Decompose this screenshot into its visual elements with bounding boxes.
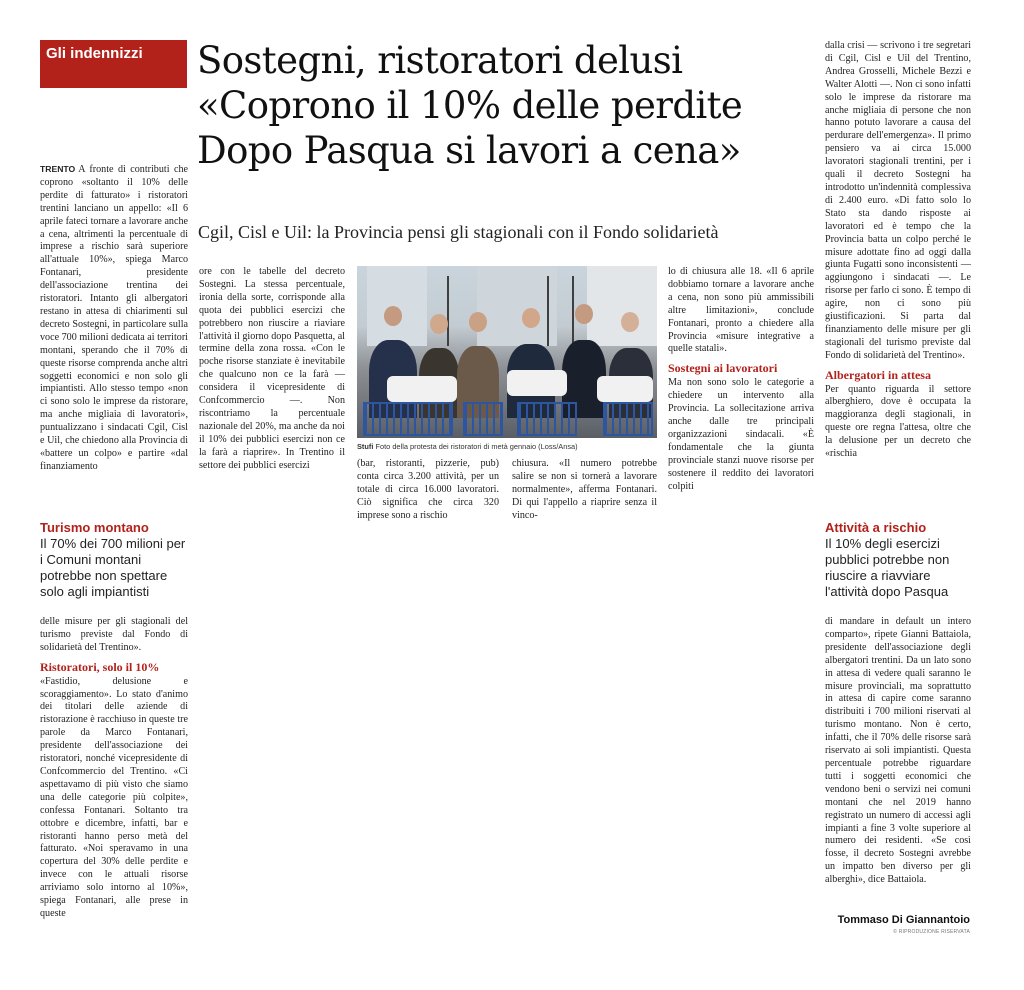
section-head-ristoratori: Ristoratori, solo il 10% [40, 659, 160, 674]
article-col3-text: (bar, ristoranti, pizzerie, pub) conta circa 3.200 attività, per un totale di circa 16.000 lavoratori. Ciò significa che circa 320 imprese sono a rischio [357, 458, 499, 521]
info-box-turismo-title: Turismo montano [40, 520, 149, 535]
article-col6b-text: Per quanto riguarda il settore alberghiero, dove è occupata la maggioranza degli stagionali, in queste ore regna l'attesa, oltre che la delusione per un decreto che «rischia [825, 383, 971, 460]
article-col1-text: A fronte di contributi che coprono «soltanto il 10% delle perdite di fatturato» i ristoratori trentini lanciano un appello: «Il 6 aprile fateci tornare a lavorare anche a cena, altrimenti la percentuale di imprese a rischio sarà superiore all'attuale 10%», spiega Marco Fontanari, presidente dell'associazione trentina dei ristoratori. Intanto gli albergatori restano in attesa di chiarimenti sul decreto Sostegni, in particolare sulla voce 700 milioni dedicata ai territori montani, sperando che il 70% di queste risorse comprenda anche altri soggetti economici e non solo gli impiantisti. Allo stesso tempo «non ci sono solo le imprese da ristorare, ma anche migliaia di lavoratori», puntualizzano i sindacati Cgil, Cisl e Uil, che chiedono alla Provincia di «battere un colpo» e partire «dal finanziamento [40, 164, 188, 472]
caption-text: Foto della protesta dei ristoratori di metà gennaio (Loss/Ansa) [375, 442, 578, 451]
section-kicker [40, 40, 187, 88]
article-column-1 [40, 163, 188, 496]
section-head-albergatori: Albergatori in attesa [825, 367, 931, 382]
article-col5-text: lo di chiusura alle 18. «Il 6 aprile dobbiamo tornare a lavorare anche a cena, non sono più ammissibili altre limitazioni», conclude Fontanari, pronto a chiedere alla Provincia «misure integrative a quelle statali». [668, 266, 814, 355]
headline [197, 38, 812, 173]
info-box-attivita [825, 520, 971, 600]
article-col4-text: chiusura. «Il numero potrebbe salire se non si tornerà a lavorare normalmente», afferma Fontanari. Di qui l'appello a riaprire senza il vinco- [512, 458, 657, 521]
article-column-2 [199, 266, 345, 496]
article-column-1-continued [40, 616, 188, 938]
info-box-attivita-body: Il 10% degli esercizi pubblici potrebbe non riuscire a riavviare l'attività dopo Pasqua [825, 536, 950, 599]
dateline-city: TRENTO [40, 164, 76, 174]
byline: Tommaso Di Giannantoio [837, 914, 970, 926]
article-column-6 [825, 40, 971, 496]
article-col6-cont-text: di mandare in default un intero comparto», ripete Gianni Battaiola, presidente dell'associazione degli albergatori trentini. Da un lato sono in attesa di vedere quali saranno le misure provinciali, ma soprattutto in attesa di capire come saranno distribuiti i 700 milioni riservati al turismo montano. Non è certo, infatti, che il 70% delle risorse sarà riservato ai soli impiantisti. Questa percentuale potrebbe riguardare tutti i soggetti economici che vendono beni o servizi nei comuni montani che nel 2019 hanno registrato un numero di accessi agli impianti a fine 3 volte superiore al numero dei residenti. «Se così fosse, il decreto Sostegni avrebbe un impatto ben diverso per gli alberghi», dice Battaiola. [825, 616, 971, 886]
copyright-notice: © RIPRODUZIONE RISERVATA [893, 929, 970, 935]
article-col5b-text: Ma non sono solo le categorie a chiedere un intervento alla Provincia. La sollecitazione arriva anche dalle tre principali organizzazioni sindacali. «È fondamentale che la giunta provinciale stanzi nuove risorse per sostenere il reddito dei lavoratori colpiti [668, 377, 814, 492]
caption-lead: Stufi [357, 442, 374, 451]
info-box-turismo-body: Il 70% dei 700 milioni per i Comuni montani potrebbe non spettare solo agli impiantisti [40, 536, 186, 599]
article-column-4 [512, 458, 657, 521]
article-column-5 [668, 266, 814, 496]
photo-caption [357, 442, 657, 451]
article-col6-text: dalla crisi — scrivono i tre segretari di Cgil, Cisl e Uil del Trentino, Andrea Grosselli, Michele Bezzi e Walter Alotti —. Non ci sono infatti solo le imprese da ristorare ma anche migliaia di persone che non hanno potuto lavorare a causa del perdurare dell'emergenza». Il primo pensiero va ai circa 15.000 lavoratori stagionali trentini, per i quali il decreto Sostegni ha introdotto un'indennità complessiva di 2.400 euro. «Di fatto solo lo Stato sta dando risposte ai lavoratori ed è tempo che la Provincia batta un colpo perché le misure adottate fino ad oggi dalla giunta Fugatti sono inconsistenti — aggiungono i sindacati —. Le risorse per farlo ci sono. È tempo di agire, non ci sono più giustificazioni. Si parta dal finanziamento delle misure per gli stagionali del turismo previste dal Fondo di solidarietà del Trentino». [825, 40, 971, 361]
info-box-attivita-title: Attività a rischio [825, 520, 927, 535]
headline-line-3: Dopo Pasqua si lavori a cena» [197, 129, 741, 172]
kicker-label: Gli indennizzi [46, 45, 143, 62]
headline-line-2: «Coprono il 10% delle perdite [197, 84, 743, 127]
section-head-lavoratori: Sostegni ai lavoratori [668, 361, 778, 376]
article-col1b-text: «Fastidio, delusione e scoraggiamento». Lo stato d'animo dei titolari delle aziende di ristorazione è racchiuso in queste tre parole da Marco Fontanari, presidente dell'associazione dei ristoratori, nonché vicepresidente di Confcommercio del Trentino. «Ci aspettavamo di più visto che siamo una delle categorie più colpite», confessa Fontanari. Soltanto tra ottobre e dicembre, infatti, bar e ristoranti hanno perso metà del fatturato. «Noi speravamo in una copertura del 30% delle perdite e invece con le attuali risorse arriviamo solo intorno al 10%», spiega Fontanari, alle prese in queste [40, 675, 188, 919]
headline-line-1: Sostegni, ristoratori delusi [197, 39, 683, 82]
article-col2-text: ore con le tabelle del decreto Sostegni. La stessa percentuale, ironia della sorte, corrisponde alla quota dei pubblici esercizi che potrebbero non riuscire a riaviare l'attività il giorno dopo Pasquetta, al termine della zona rossa. «Con le poche risorse stanziate è inevitabile che qualcuno non ce la farà — considera il vicepresidente di Confcommercio —. Non riscontriamo la percentuale nazionale del 20%, ma anche da noi il 10% dei pubblici esercizi non ce la farà a riaprire». In Trentino il settore dei pubblici esercizi [199, 266, 345, 471]
subheadline: Cgil, Cisl e Uil: la Provincia pensi gli stagionali con il Fondo solidarietà [198, 222, 719, 242]
article-column-3 [357, 458, 499, 521]
info-box-turismo [40, 520, 190, 600]
article-col1-cont-text: delle misure per gli stagionali del turismo previste dal Fondo di solidarietà del Trentino». [40, 616, 188, 653]
protest-photo [357, 266, 657, 438]
article-column-6-continued [825, 616, 971, 912]
